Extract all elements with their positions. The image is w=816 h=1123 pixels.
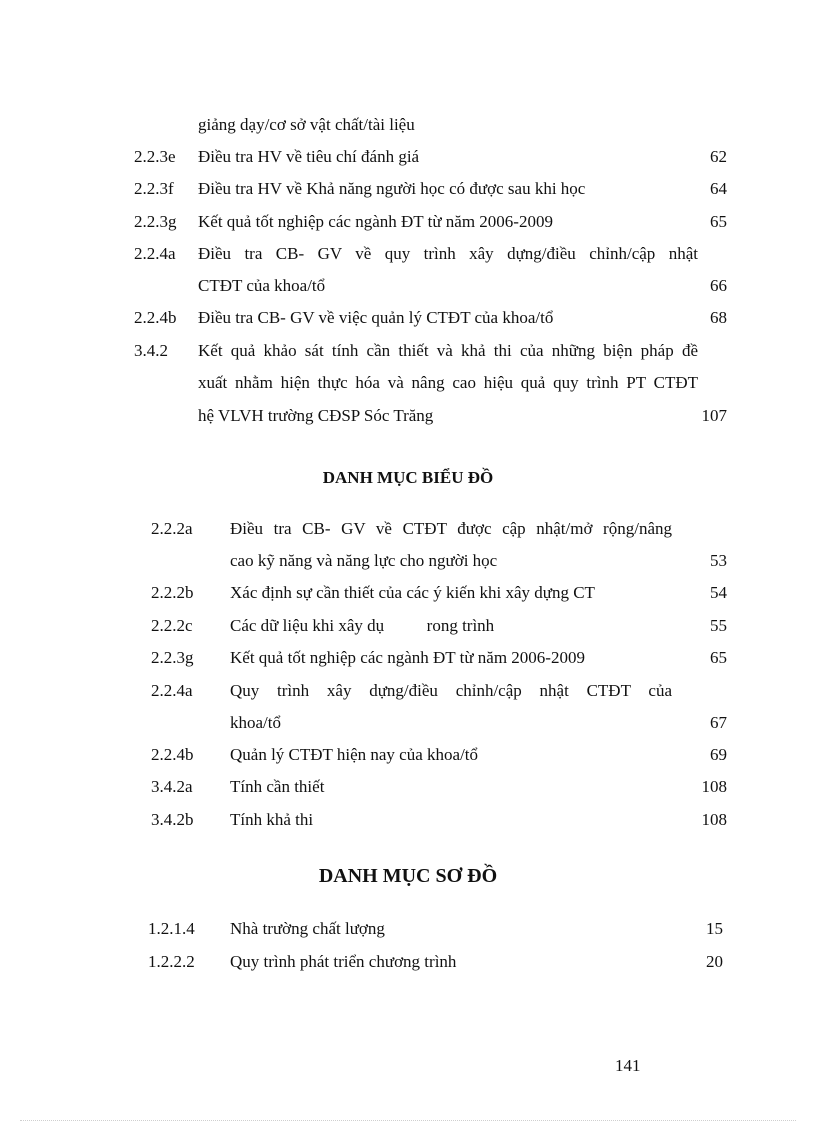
entry-title-line: Tính cần thiết — [230, 777, 325, 796]
entry-page-number: 69 — [710, 745, 727, 764]
entry-title-line: Tính khả thi — [230, 810, 314, 829]
entry-title-line: Xác định sự cần thiết của các ý kiến khi xây dựng CT — [230, 583, 595, 602]
entry-page-number: 108 — [701, 810, 727, 829]
entry-title-line: Kết quả khảo sát tính cần thiết và khả thi của những biện pháp đề — [198, 341, 698, 360]
entry-title-line: Quản lý CTĐT hiện nay của khoa/tổ — [230, 745, 479, 764]
entry-title-line: giảng dạy/cơ sở vật chất/tài liệu — [198, 115, 415, 134]
entry-page-number: 62 — [710, 147, 727, 166]
entry-title-line: Điều tra CB- GV về quy trình xây dựng/điều chỉnh/cập nhật — [198, 244, 698, 263]
charts-list-heading: DANH MỤC BIỂU ĐỒ — [322, 468, 494, 487]
entry-page-number: 108 — [701, 777, 727, 796]
entry-title-line: Điều tra HV về tiêu chí đánh giá — [198, 147, 420, 166]
entry-page-number: 68 — [710, 308, 727, 327]
entry-number: 2.2.4a — [134, 244, 176, 263]
entry-number: 3.4.2 — [134, 341, 168, 360]
entry-title-line: Kết quả tốt nghiệp các ngành ĐT từ năm 2006-2009 — [198, 212, 553, 231]
entry-page-number: 67 — [710, 713, 727, 733]
entry-title-line: Điều tra CB- GV về việc quản lý CTĐT của khoa/tổ — [198, 308, 554, 327]
entry-title-line: Quy trình phát triển chương trình — [230, 952, 457, 971]
entry-number: 2.2.4b — [151, 745, 194, 764]
entry-page-number: 55 — [710, 616, 727, 635]
entry-number: 2.2.3e — [134, 147, 176, 166]
entry-title-line: Các dữ liệu khi xây dụ rong trình — [230, 616, 495, 635]
entry-number: 2.2.2c — [151, 616, 193, 635]
entry-page-number: 53 — [710, 551, 727, 571]
page-edge-divider — [20, 1120, 796, 1121]
entry-number: 2.2.4a — [151, 681, 193, 700]
entry-page-number: 66 — [710, 276, 727, 296]
entry-title-line: Kết quả tốt nghiệp các ngành ĐT từ năm 2006-2009 — [230, 648, 585, 667]
entry-title-line: hệ VLVH trường CĐSP Sóc Trăng — [198, 405, 434, 425]
entry-title-line: CTĐT của khoa/tổ — [198, 276, 326, 296]
entry-title-line: Quy trình xây dựng/điều chỉnh/cập nhật CTĐT của — [230, 681, 672, 700]
entry-title-line: xuất nhằm hiện thực hóa và nâng cao hiệu quả quy trình PT CTĐT — [198, 373, 698, 393]
entry-number: 3.4.2a — [151, 777, 193, 796]
entry-page-number: 54 — [710, 583, 727, 602]
entry-page-number: 15 — [706, 919, 723, 938]
entry-page-number: 65 — [710, 648, 727, 667]
entry-number: 2.2.3g — [151, 648, 194, 667]
entry-title-line: cao kỹ năng và năng lực cho người học — [230, 551, 498, 571]
diagrams-list-heading: DANH MỤC SƠ ĐỒ — [318, 865, 498, 887]
entry-page-number: 64 — [710, 179, 727, 198]
page-number: 141 — [615, 1056, 641, 1075]
entry-number: 2.2.2a — [151, 519, 193, 538]
entry-number: 3.4.2b — [151, 810, 194, 829]
entry-number: 1.2.1.4 — [148, 919, 195, 938]
entry-title-line: khoa/tổ — [230, 713, 281, 733]
entry-title-line: Điều tra HV về Khả năng người học có được sau khi học — [198, 179, 586, 198]
entry-number: 2.2.3f — [134, 179, 174, 198]
entry-page-number: 65 — [710, 212, 727, 231]
entry-number: 2.2.3g — [134, 212, 177, 231]
entry-page-number: 20 — [706, 952, 723, 971]
entry-page-number: 107 — [701, 405, 727, 425]
entry-title-line: Điều tra CB- GV về CTĐT được cập nhật/mở rộng/nâng — [230, 519, 672, 538]
entry-number: 2.2.4b — [134, 308, 177, 327]
entry-title-line: Nhà trường chất lượng — [230, 919, 385, 938]
entry-number: 2.2.2b — [151, 583, 194, 602]
entry-number: 1.2.2.2 — [148, 952, 195, 971]
